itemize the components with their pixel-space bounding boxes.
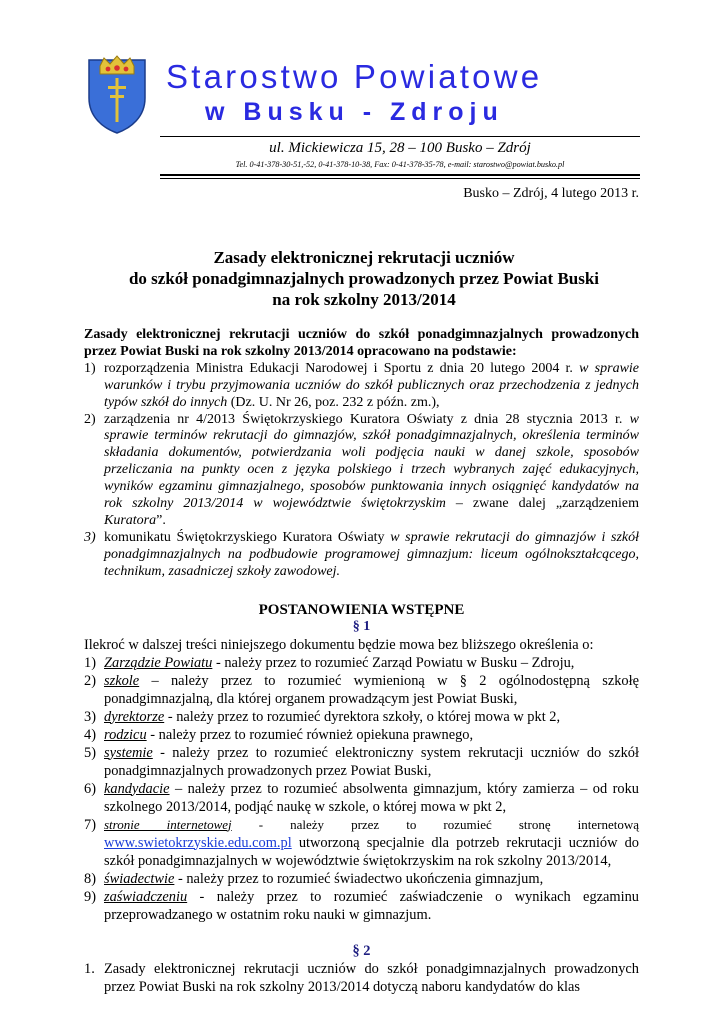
definition-num: 4)	[84, 726, 96, 743]
definition-item	[84, 888, 639, 924]
shield-icon	[86, 54, 148, 134]
paragraph-2-mark: § 2	[352, 942, 371, 959]
basis-tail: (Dz. U. Nr 26, poz. 232 z późn. zm.),	[230, 394, 440, 410]
header-title-line1: Starostwo Powiatowe	[166, 58, 543, 95]
definition-num: 7)	[84, 816, 96, 833]
definition-num: 2)	[84, 672, 96, 689]
definitions-intro: Ilekroć w dalszej treści niniejszego dokumentu będzie mowa bez bliższego określenia o:	[84, 636, 594, 653]
definition-num: 9)	[84, 888, 96, 905]
paragraph-2-item	[84, 960, 639, 996]
definition-num: 1)	[84, 654, 96, 671]
item-num: 1.	[84, 960, 95, 977]
basis-item-2	[84, 412, 639, 530]
header-address: ul. Mickiewicza 15, 28 – 100 Busko – Zdrój	[269, 140, 531, 156]
header-contacts: Tel. 0-41-378-30-51,-52, 0-41-378-10-38, Fax: 0-41-378-35-78, e-mail: starostwo@powiat.busko.pl	[235, 160, 565, 169]
definition-num: 3)	[84, 708, 96, 725]
coat-of-arms-logo	[86, 54, 148, 134]
document-date: Busko – Zdrój, 4 lutego 2013 r.	[463, 186, 639, 201]
definition-term: świadectwie	[104, 870, 175, 887]
basis-tail-italic: Kuratora	[104, 512, 157, 528]
definition-term: kandydacie	[104, 780, 170, 797]
definition-item	[84, 726, 639, 744]
basis-tail-end: ”.	[156, 512, 166, 528]
definition-term: zaświadczeniu	[104, 888, 188, 905]
item-text: Zasady elektronicznej rekrutacji uczniów do szkół ponadgimnazjalnych prowadzonych przez Powiat Buski na rok szkolny 2013/2014 dotyczą naboru kandydatów do klas	[104, 960, 639, 995]
basis-num: 1)	[84, 360, 96, 376]
basis-text: komunikatu Świętokrzyskiego Kuratora Oświaty	[104, 529, 385, 545]
definition-text: - należy przez to rozumieć zaświadczenie o wynikach egzaminu przeprowadzanego w ostatnim roku nauki w gimnazjum.	[104, 888, 639, 923]
header-divider-top	[160, 136, 640, 137]
website-link[interactable]: www.swietokrzyskie.edu.com.pl	[104, 834, 292, 851]
definition-num: 8)	[84, 870, 96, 887]
definition-text: - należy przez to rozumieć elektroniczny system rekrutacji uczniów do szkół ponadgimnazjalnych prowadzonych przez Powiat Buski,	[104, 744, 639, 779]
basis-italic: w sprawie warunków i trybu przyjmowania uczniów do szkół publicznych oraz przechodzenia z jednych typów szkół do innych	[104, 360, 640, 410]
paragraph-1-mark: § 1	[352, 618, 371, 634]
section-heading: POSTANOWIENIA WSTĘPNE	[258, 601, 465, 618]
header-title-line2: w Busku - Zdroju	[205, 98, 504, 126]
basis-num: 2)	[84, 411, 96, 427]
definition-text: - należy przez to rozumieć świadectwo ukończenia gimnazjum,	[174, 870, 544, 887]
basis-italic: w sprawie rekrutacji do gimnazjów i szkół ponadgimnazjalnych na podbudowie programowej gimnazjum: liceum ogólnokształcącego, technikum, zasadniczej szkoły zawodowej.	[104, 529, 639, 579]
basis-item-3	[84, 530, 639, 581]
definition-term: systemie	[104, 744, 153, 761]
header-divider-thick	[160, 174, 640, 176]
definition-text: - należy przez to rozumieć stronę internetową	[231, 816, 639, 832]
intro-paragraph: Zasady elektronicznej rekrutacji uczniów do szkół ponadgimnazjalnych prowadzonych przez Powiat Buski na rok szkolny 2013/2014 opracowano na podstawie:	[84, 327, 639, 359]
basis-item-1	[84, 361, 639, 412]
document-body	[84, 327, 639, 996]
definition-term: dyrektorze	[104, 708, 165, 725]
header-divider-bottom	[160, 178, 640, 179]
definition-item	[84, 708, 639, 726]
document-title	[84, 247, 644, 310]
definition-text: - należy przez to rozumieć dyrektora szkoły, o której mowa w pkt 2,	[164, 708, 561, 725]
definition-term: stronie internetowej	[104, 816, 232, 832]
definition-item	[84, 816, 639, 870]
definition-text: - należy przez to rozumieć Zarząd Powiatu w Busku – Zdroju,	[212, 654, 575, 671]
basis-text: rozporządzenia Ministra Edukacji Narodowej i Sportu z dnia 20 lutego 2004 r.	[104, 360, 573, 376]
basis-num: 3)	[84, 529, 96, 545]
definition-item	[84, 744, 639, 780]
definition-term: rodzicu	[104, 726, 147, 743]
definition-term: Zarządzie Powiatu	[104, 654, 213, 671]
definition-item	[84, 780, 639, 816]
basis-italic: w sprawie terminów rekrutacji do gimnazjów, szkół ponadgimnazjalnych, określenia terminów składania dokumentów, potwierdzania woli podjęcia nauki w danej szkole, sposobów przeliczania na punkty ocen z języka polskiego i trzech wybranych zajęć edukacyjnych, wyników egzaminu gimnazjalnego, sposobów punktowania innych osiągnięć kandydatów na rok szkolny 2013/2014 w województwie świętokrzyskim	[104, 411, 639, 512]
definition-text-continued: utworzoną specjalnie dla potrzeb rekrutacji uczniów do szkół ponadgimnazjalnych w województwie świętokrzyskim na rok szkolny 2013/2014,	[104, 834, 639, 869]
definition-item	[84, 654, 639, 672]
basis-text: zarządzenia nr 4/2013 Świętokrzyskiego Kuratora Oświaty z dnia 28 stycznia 2013 r.	[104, 411, 623, 427]
definition-num: 5)	[84, 744, 96, 761]
definition-text: – należy przez to rozumieć absolwenta gimnazjum, który zamierza – od roku szkolnego 2013/2014, podjąć naukę w szkole, o której mowa w pkt 2,	[104, 780, 639, 815]
definition-item	[84, 870, 639, 888]
title-line-1: Zasady elektronicznej rekrutacji uczniów	[213, 248, 515, 267]
definition-term: szkole	[104, 672, 140, 689]
title-line-3: na rok szkolny 2013/2014	[272, 290, 456, 309]
definition-num: 6)	[84, 780, 96, 797]
basis-tail: – zwane dalej „zarządzeniem	[455, 496, 639, 512]
title-line-2: do szkół ponadgimnazjalnych prowadzonych przez Powiat Buski	[128, 269, 600, 288]
definition-text: – należy przez to rozumieć wymienioną w § 2 ogólnodostępną szkołę ponadgimnazjalną, dla której organem prowadzącym jest Powiat Buski,	[104, 672, 639, 707]
definition-text: - należy przez to rozumieć również opiekuna prawnego,	[146, 726, 474, 743]
definition-item	[84, 672, 639, 708]
